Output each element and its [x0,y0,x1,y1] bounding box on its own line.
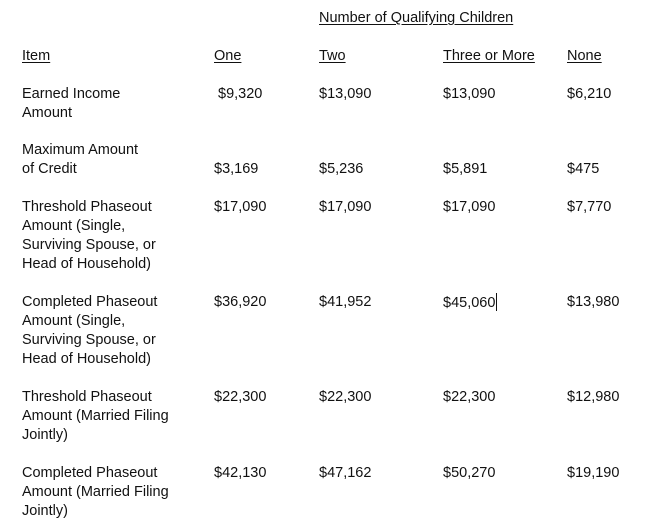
column-header-two: Two [319,48,346,64]
cell-maximum-credit-one: $3,169 [214,161,259,177]
cell-completed-joint-one: $42,130 [214,465,267,481]
cell-completed-joint-two: $47,162 [319,465,372,481]
cell-threshold-single-one: $17,090 [214,199,267,215]
cell-maximum-credit-two: $5,236 [319,161,364,177]
column-header-item: Item [22,48,51,64]
column-header-none: None [567,48,602,64]
cell-completed-joint-none: $19,190 [567,465,620,481]
row-label-threshold-joint: Threshold Phaseout Amount (Married Filing Jointly) [22,389,169,443]
row-label-threshold-single: Threshold Phaseout Amount (Single, Surviving Spouse, or Head of Household) [22,199,156,272]
cell-threshold-joint-three: $22,300 [443,389,496,405]
cell-threshold-joint-one: $22,300 [214,389,267,405]
column-header-one: One [214,48,242,64]
cell-maximum-credit-none: $475 [567,161,600,177]
cell-earned-income-one: $9,320 [218,86,263,102]
cell-earned-income-none: $6,210 [567,86,612,102]
text-cursor-caret [496,293,497,311]
row-label-completed-single: Completed Phaseout Amount (Single, Surviving Spouse, or Head of Household) [22,294,158,367]
cell-earned-income-two: $13,090 [319,86,372,102]
cell-threshold-single-three: $17,090 [443,199,496,215]
row-label-earned-income: Earned Income Amount [22,86,121,121]
cell-threshold-joint-none: $12,980 [567,389,620,405]
cell-earned-income-three: $13,090 [443,86,496,102]
cell-threshold-single-two: $17,090 [319,199,372,215]
cell-completed-joint-three: $50,270 [443,465,496,481]
cell-completed-single-two: $41,952 [319,294,372,310]
column-header-three-or-more: Three or More [443,48,535,64]
qualifying-children-header: Number of Qualifying Children [319,10,514,26]
cell-maximum-credit-three: $5,891 [443,161,488,177]
cell-completed-single-none: $13,980 [567,294,620,310]
cell-threshold-joint-two: $22,300 [319,389,372,405]
cell-completed-single-three: $45,060 [443,295,496,311]
cell-completed-single-three-wrap [443,293,497,313]
cell-completed-single-one: $36,920 [214,294,267,310]
row-label-maximum-credit: Maximum Amount of Credit [22,142,139,177]
row-label-completed-joint: Completed Phaseout Amount (Married Filing Jointly) [22,465,169,519]
cell-threshold-single-none: $7,770 [567,199,612,215]
